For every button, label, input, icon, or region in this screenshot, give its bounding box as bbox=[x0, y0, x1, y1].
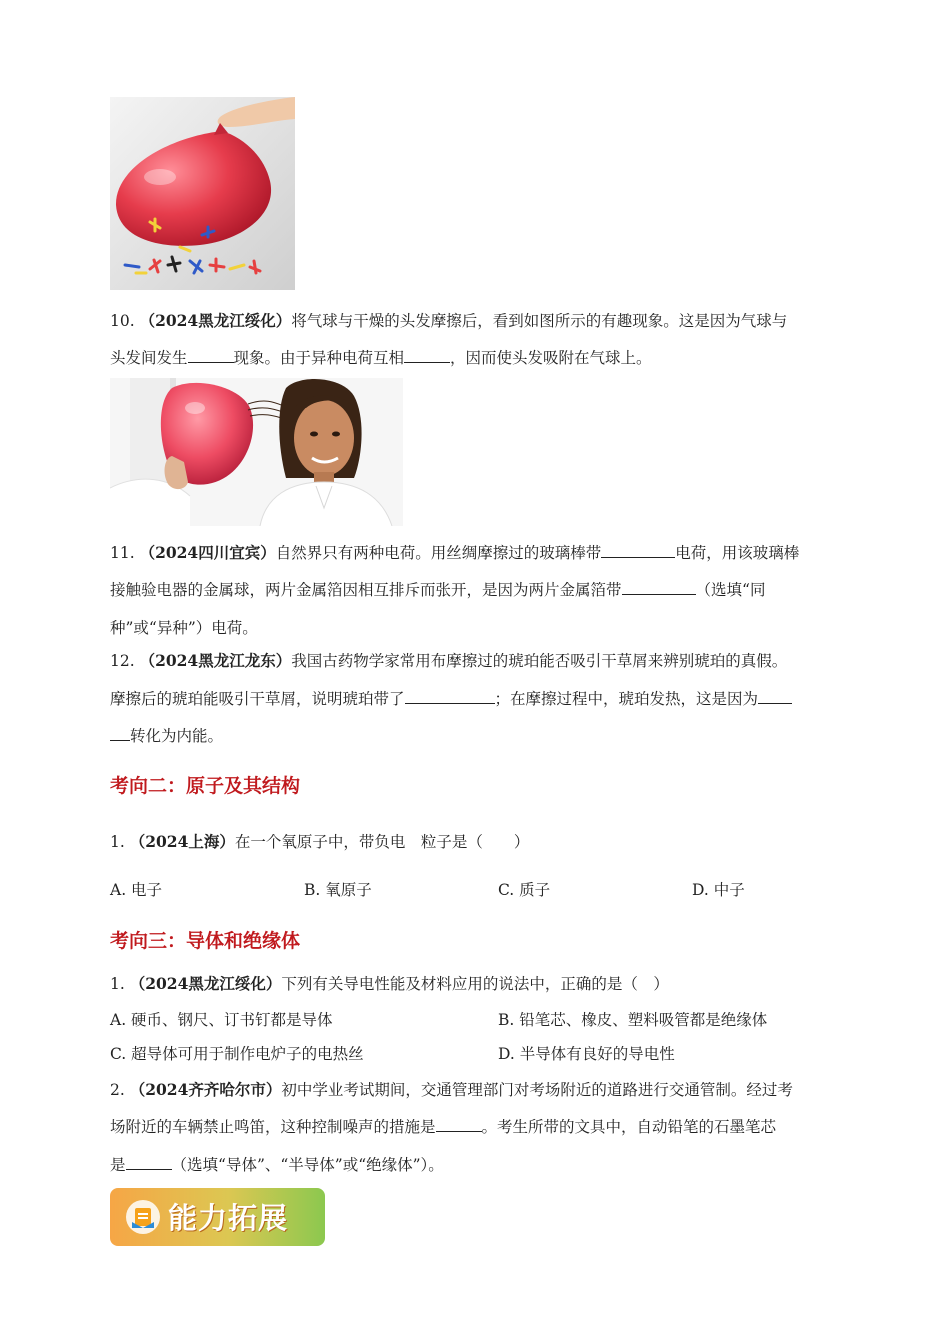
q10-source: （2024黑龙江绥化） bbox=[139, 311, 292, 330]
q11-line-2 bbox=[110, 579, 845, 601]
q12-line-1 bbox=[110, 650, 845, 672]
s2-q1-number: 1. bbox=[110, 833, 130, 851]
answer-blank[interactable] bbox=[601, 542, 675, 558]
q12-source: （2024黑龙江龙东） bbox=[139, 651, 292, 670]
s3-q2-line-1 bbox=[110, 1079, 845, 1101]
s2-q1-text: 在一个氧原子中，带负电 粒子是（ ） bbox=[234, 833, 530, 851]
s3-q2-text-3b: （选填“导体”、“半导体”或“绝缘体”）。 bbox=[171, 1156, 444, 1174]
q10-line-2 bbox=[110, 347, 845, 369]
answer-blank[interactable] bbox=[188, 347, 234, 363]
q11-text-2b: （选填“同 bbox=[695, 581, 766, 599]
answer-blank[interactable] bbox=[126, 1154, 172, 1170]
banner-label: 能力拓展 bbox=[168, 1201, 289, 1235]
answer-blank[interactable] bbox=[758, 688, 792, 704]
s3-q2-text-2b: 。考生所带的文具中，自动铅笔的石墨笔芯 bbox=[481, 1118, 777, 1136]
s3-q2-line-3 bbox=[110, 1154, 845, 1176]
s2-option-b[interactable]: B. 氧原子 bbox=[304, 881, 372, 899]
s3-q2-number: 2. bbox=[110, 1081, 130, 1099]
s3-q2-text-1: 初中学业考试期间，交通管理部门对考场附近的道路进行交通管制。经过考 bbox=[281, 1081, 793, 1099]
answer-blank[interactable] bbox=[110, 725, 130, 741]
answer-blank[interactable] bbox=[404, 347, 450, 363]
section-heading-conductor-insulator: 考向三：导体和绝缘体 bbox=[110, 930, 301, 952]
s3-option-a[interactable]: A. 硬币、钢尺、订书钉都是导体 bbox=[110, 1011, 333, 1029]
q12-line-2 bbox=[110, 688, 845, 710]
q10-text-2b: 现象。由于异种电荷互相 bbox=[233, 349, 405, 367]
q10-text-1: 将气球与干燥的头发摩擦后，看到如图所示的有趣现象。这是因为气球与 bbox=[291, 312, 788, 330]
q11-text-1b: 电荷，用该玻璃棒 bbox=[675, 544, 800, 562]
s3-q1-line bbox=[110, 973, 845, 995]
s2-q1-line bbox=[110, 831, 845, 853]
s3-q2-text-2a: 场附近的车辆禁止鸣笛，这种控制噪声的措施是 bbox=[110, 1118, 436, 1136]
q10-line-1 bbox=[110, 310, 845, 332]
answer-blank[interactable] bbox=[405, 688, 495, 704]
s2-option-d[interactable]: D. 中子 bbox=[692, 881, 745, 899]
q11-number: 11. bbox=[110, 544, 140, 562]
q11-line-3 bbox=[110, 617, 845, 639]
section-heading-atom-structure: 考向二：原子及其结构 bbox=[110, 775, 301, 797]
q12-line-3 bbox=[110, 725, 845, 747]
q10-text-2a: 头发间发生 bbox=[110, 349, 188, 367]
s2-q1-source: （2024上海） bbox=[129, 832, 235, 851]
s3-option-c[interactable]: C. 超导体可用于制作电炉子的电热丝 bbox=[110, 1045, 364, 1063]
q10-number: 10. bbox=[110, 312, 140, 330]
q12-text-3: 转化为内能。 bbox=[130, 727, 224, 745]
q11-text-2a: 接触验电器的金属球，两片金属箔因相互排斥而张开，是因为两片金属箔带 bbox=[110, 581, 622, 599]
s3-q1-number: 1. bbox=[110, 975, 130, 993]
book-icon bbox=[124, 1198, 162, 1236]
s3-option-b[interactable]: B. 铅笔芯、橡皮、塑料吸管都是绝缘体 bbox=[498, 1011, 768, 1029]
q11-line-1 bbox=[110, 542, 845, 564]
q11-text-3: 种”或“异种”）电荷。 bbox=[110, 619, 258, 637]
s3-q2-source: （2024齐齐哈尔市） bbox=[129, 1080, 282, 1099]
s2-option-a[interactable]: A. 电子 bbox=[110, 881, 163, 899]
answer-blank[interactable] bbox=[622, 579, 696, 595]
q11-text-1a: 自然界只有两种电荷。用丝绸摩擦过的玻璃棒带 bbox=[275, 544, 602, 562]
q12-text-2a: 摩擦后的琥珀能吸引干草屑，说明琥珀带了 bbox=[110, 690, 405, 708]
s3-q2-line-2 bbox=[110, 1116, 845, 1138]
s3-option-d[interactable]: D. 半导体有良好的导电性 bbox=[498, 1045, 675, 1063]
ability-expansion-banner bbox=[110, 1188, 325, 1246]
q10-text-2c: ，因而使头发吸附在气球上。 bbox=[450, 349, 652, 367]
s2-option-c[interactable]: C. 质子 bbox=[498, 881, 551, 899]
q12-text-1: 我国古药物学家常用布摩擦过的琥珀能否吸引干草屑来辨别琥珀的真假。 bbox=[291, 652, 788, 670]
answer-blank[interactable] bbox=[436, 1116, 482, 1132]
balloon-paper-figure bbox=[110, 97, 295, 290]
q12-number: 12. bbox=[110, 652, 140, 670]
woman-balloon-figure bbox=[110, 378, 403, 526]
s3-q1-text: 下列有关导电性能及材料应用的说法中，正确的是（ ） bbox=[281, 975, 669, 993]
q11-source: （2024四川宜宾） bbox=[139, 543, 276, 562]
q12-text-2b: ；在摩擦过程中，琥珀发热，这是因为 bbox=[494, 690, 759, 708]
s3-q1-source: （2024黑龙江绥化） bbox=[129, 974, 282, 993]
s3-q2-text-3a: 是 bbox=[110, 1156, 126, 1174]
